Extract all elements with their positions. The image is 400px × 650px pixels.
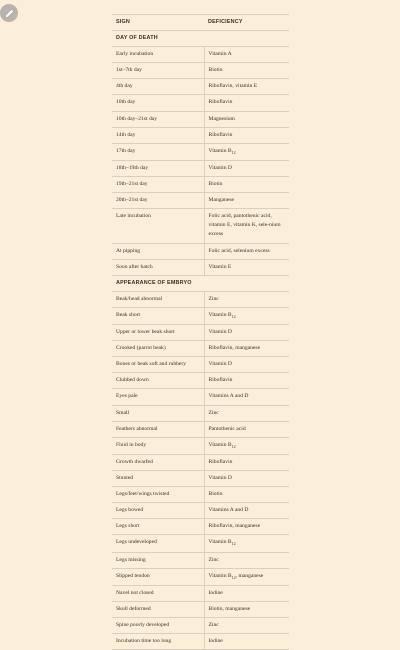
section-title: DAY OF DEATH xyxy=(112,31,289,47)
table-row xyxy=(112,95,289,111)
deficiency-text: Vitamin B xyxy=(208,311,232,318)
sign-cell: Spine poorly developed xyxy=(112,618,204,634)
deficiency-text: Vitamin B xyxy=(208,441,232,448)
table-row xyxy=(112,373,289,389)
deficiency-cell xyxy=(204,535,289,552)
deficiency-column-header: DEFICIENCY xyxy=(204,15,289,31)
deficiency-cell: Pantothenic acid xyxy=(204,421,289,437)
sign-cell: 10th day–21st day xyxy=(112,111,204,127)
sign-cell: 19th–21st day xyxy=(112,177,204,193)
table-row xyxy=(112,618,289,634)
deficiency-cell: Biotin xyxy=(204,63,289,79)
sign-cell: 18th–19th day xyxy=(112,160,204,176)
sign-cell: Slipped tendon xyxy=(112,568,204,585)
sign-cell: 17th day xyxy=(112,143,204,160)
deficiency-cell xyxy=(204,143,289,160)
sign-column-header: SIGN xyxy=(112,15,204,31)
table-row xyxy=(112,437,289,454)
sign-cell: Legs missing xyxy=(112,552,204,568)
table-row xyxy=(112,471,289,487)
table-row xyxy=(112,177,289,193)
table-row xyxy=(112,259,289,275)
deficiency-cell: Vitamin A xyxy=(204,47,289,63)
deficiency-cell: Vitamin D xyxy=(204,160,289,176)
table-row xyxy=(112,111,289,127)
table-row xyxy=(112,160,289,176)
table-row xyxy=(112,602,289,618)
deficiency-cell xyxy=(204,568,289,585)
table-row xyxy=(112,454,289,470)
table-row xyxy=(112,519,289,535)
deficiency-cell: Vitamins A and D xyxy=(204,389,289,405)
table-row xyxy=(112,143,289,160)
sign-cell: 1st–7th day xyxy=(112,63,204,79)
table-row xyxy=(112,209,289,243)
deficiency-cell: Riboflavin xyxy=(204,454,289,470)
sign-cell: Bones or beak soft and rubbery xyxy=(112,357,204,373)
deficiency-cell: Vitamin D xyxy=(204,471,289,487)
deficiency-cell: Biotin, manganese xyxy=(204,602,289,618)
sign-cell: Soon after hatch xyxy=(112,259,204,275)
deficiency-cell: Folic acid, pantothenic acid, vitamin E, vitamin K, sele-nium excess xyxy=(204,209,289,243)
deficiency-cell: Vitamin E xyxy=(204,259,289,275)
deficiency-cell xyxy=(204,437,289,454)
table-row xyxy=(112,193,289,209)
deficiency-cell: Zinc xyxy=(204,618,289,634)
deficiency-cell: Riboflavin, manganese xyxy=(204,519,289,535)
sign-cell: 14th day xyxy=(112,127,204,143)
table-row xyxy=(112,552,289,568)
table-row xyxy=(112,535,289,552)
sign-cell: Beak short xyxy=(112,307,204,324)
deficiency-cell: Manganese xyxy=(204,193,289,209)
table-row xyxy=(112,291,289,307)
sign-cell: Feathers abnormal xyxy=(112,421,204,437)
subscript: 12 xyxy=(231,149,236,155)
sign-cell: 20th–21st day xyxy=(112,193,204,209)
deficiency-cell: Zinc xyxy=(204,405,289,421)
sign-cell: Legs undeveloped xyxy=(112,535,204,552)
sign-cell: Early incubation xyxy=(112,47,204,63)
deficiency-text: Vitamin B xyxy=(208,539,232,546)
sign-cell: Growth dwarfed xyxy=(112,454,204,470)
table-row xyxy=(112,63,289,79)
deficiency-cell: Iodine xyxy=(204,634,289,650)
deficiency-cell: Riboflavin xyxy=(204,373,289,389)
sign-cell: Legs short xyxy=(112,519,204,535)
table-row xyxy=(112,357,289,373)
deficiency-cell: Biotin xyxy=(204,177,289,193)
table-row xyxy=(112,421,289,437)
deficiency-cell: Vitamin D xyxy=(204,357,289,373)
table-row xyxy=(112,79,289,95)
sign-cell: Fluid in body xyxy=(112,437,204,454)
table-row xyxy=(112,568,289,585)
deficiency-suffix: , manganese xyxy=(235,572,264,579)
sign-cell: Legs/feet/wings twisted xyxy=(112,487,204,503)
section-header-row xyxy=(112,31,289,47)
table-row xyxy=(112,405,289,421)
sign-cell: Upper or lower beak short xyxy=(112,325,204,341)
deficiency-cell: Vitamin D xyxy=(204,325,289,341)
sign-cell: Late incubation xyxy=(112,209,204,243)
deficiency-text: Vitamin B xyxy=(208,572,232,579)
deficiency-cell: Biotin xyxy=(204,487,289,503)
subscript: 12 xyxy=(231,541,236,547)
sign-cell: Beak/head abnormal xyxy=(112,291,204,307)
section-title: APPEARANCE OF EMBRYO xyxy=(112,275,289,291)
sign-cell: Stunted xyxy=(112,471,204,487)
sign-cell: Small xyxy=(112,405,204,421)
table-row xyxy=(112,487,289,503)
deficiency-cell: Riboflavin, vitamin E xyxy=(204,79,289,95)
deficiency-cell: Folic acid, selenium excess xyxy=(204,243,289,259)
sign-cell: Skull deformed xyxy=(112,602,204,618)
sign-cell: At pipping xyxy=(112,243,204,259)
section-header-row xyxy=(112,275,289,291)
sign-cell: 10th day xyxy=(112,95,204,111)
sign-cell: Legs bowed xyxy=(112,503,204,519)
table-row xyxy=(112,127,289,143)
edit-pencil-button[interactable] xyxy=(0,4,18,22)
subscript: 12 xyxy=(231,314,236,319)
table-row xyxy=(112,325,289,341)
sign-cell: 4th day xyxy=(112,79,204,95)
subscript: 12 xyxy=(231,574,236,580)
deficiency-cell: Riboflavin xyxy=(204,95,289,111)
table-row xyxy=(112,389,289,405)
deficiency-table xyxy=(112,14,289,650)
sign-cell: Clubbed down xyxy=(112,373,204,389)
deficiency-cell: Iodine xyxy=(204,585,289,601)
table-row xyxy=(112,307,289,324)
deficiency-cell xyxy=(204,307,289,324)
sign-cell: Navel not closed xyxy=(112,585,204,601)
table-row xyxy=(112,243,289,259)
table-row xyxy=(112,341,289,357)
deficiency-cell: Vitamins A and D xyxy=(204,503,289,519)
subscript: 12 xyxy=(231,443,236,449)
deficiency-cell: Riboflavin xyxy=(204,127,289,143)
deficiency-cell: Zinc xyxy=(204,552,289,568)
table-row xyxy=(112,585,289,601)
sign-cell: Incubation time too long xyxy=(112,634,204,650)
deficiency-text: Vitamin B xyxy=(208,147,232,154)
table-row xyxy=(112,634,289,650)
sign-cell: Eyes pale xyxy=(112,389,204,405)
table-header-row xyxy=(112,15,289,31)
deficiency-cell: Riboflavin, manganese xyxy=(204,341,289,357)
sign-cell: Crooked (parrot beak) xyxy=(112,341,204,357)
table-row xyxy=(112,47,289,63)
table-row xyxy=(112,503,289,519)
deficiency-cell: Zinc xyxy=(204,291,289,307)
pencil-icon xyxy=(4,8,15,19)
deficiency-cell: Magnesium xyxy=(204,111,289,127)
